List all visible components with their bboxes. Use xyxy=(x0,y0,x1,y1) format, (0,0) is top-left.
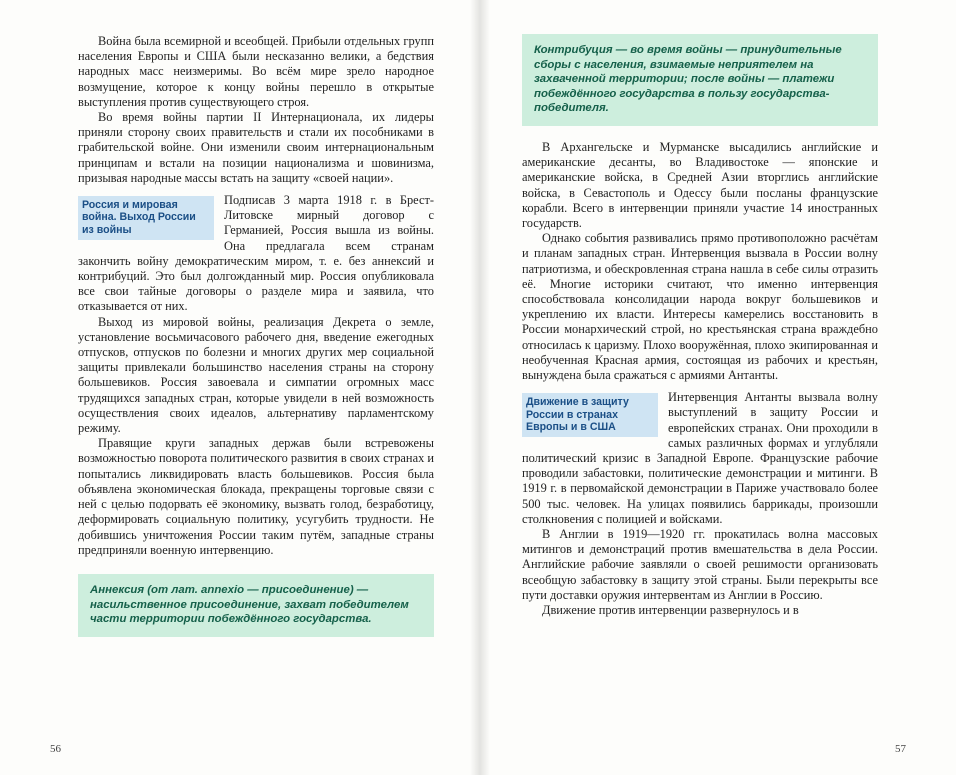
side-heading-russia-world-war: Россия и мировая война. Выход России из войны xyxy=(78,196,214,240)
paragraph: Война была всемирной и всеобщей. Прибыли отдельных групп населения Европы и США были несказанно велики, а бедствия народных масс неизмеримы. Во всём мире зрело народное возмущение, которое к концу войны перешло в открытые выступления против существующего строя. xyxy=(78,34,434,109)
definition-box-contribution: Контрибуция — во время войны — принудительные сборы с населения, взимаемые неприятелем на захваченной территории; после войны — платежи побеждённого государства в пользу государства-победителя. xyxy=(522,34,878,126)
side-heading-movement-in-defense: Движение в защиту России в странах Европы и в США xyxy=(522,393,658,437)
page-number-right: 57 xyxy=(895,743,906,755)
page-number-left: 56 xyxy=(50,743,61,755)
paragraph: В Архангельске и Мурманске высадились английские и американские десанты, во Владивостоке — японские и американские войска, в Средней Азии вторглись английские войска, в Севастополь и Одессу были посланы французские корабли. Всего в интервенции приняли участие 14 иностранных государств. xyxy=(522,139,878,230)
paragraph: Однако события развивались прямо противоположно расчётам и планам западных стран. Интервенция вызвала в России волну патриотизма, и обескровленная страна нашла в себе силы отразить её. Многие историки считают, что именно интервенция способствовала консолидации народа вокруг большевиков и укреплению их власти. Интересы камерелись восстановить в России монархический строй, но крестьянская страна враждебно относилась к царизму. Плохо вооружённая, плохо экипированная и необученная Красная армия, состоящая из рабочих и крестьян, вынуждена была сражаться с армиями Антанты. xyxy=(522,231,878,383)
left-column xyxy=(78,34,434,637)
paragraph: Выход из мировой войны, реализация Декрета о земле, установление восьмичасового рабочего дня, введение ежегодных отпусков, отпусков по болезни и многих других мер социальной защиты привлекали большинство населения страны на сторону большевиков. Россия завоевала и симпатии огромных масс трудящихся западных стран, которые увидели в ней возможность осуществления своих идеалов, альтернативу парламентскому режиму. xyxy=(78,314,434,436)
paragraph: Интервенция Антанты вызвала волну выступлений в защиту России и европейских странах. Они проходили в самых различных формах и углубляли политический кризис в Западной Европе. Французские рабочие проводили забастовки, политические демонстрации и митинги. В 1919 г. в первомайской демонстрации в Париже участвовало более 500 тыс. человек. На улицах появились баррикады, произошли столкновения с полицией и войсками. xyxy=(522,390,878,526)
paragraph: Во время войны партии II Интернационала, их лидеры приняли сторону своих правительств и стали их пособниками в грабительской войне. Они изменили своим интернациональным принципам и встали на позиции национализма и шовинизма, призывая народные массы встать на защиту «своей нации». xyxy=(78,110,434,185)
paragraph: В Англии в 1919—1920 гг. прокатилась волна массовых митингов и демонстраций против вмешательства в дела России. Английские рабочие заявляли о своей решимости организовать всеобщую забастовку в защиту этой страны. Были перекрыты все пути доставки оружия интервентам из Англии в Россию. xyxy=(522,527,878,602)
right-page xyxy=(478,0,956,775)
paragraph: Подписав 3 марта 1918 г. в Брест-Литовске мирный договор с Германией, Россия вышла из войны. Она предлагала всем странам закончить войну демократическим миром, т. е. без аннексий и контрибуций. Это был долгожданный мир. Россия опубликовала все свои тайные договоры о разделе мира и заявила, что отказывается от них. xyxy=(78,193,434,314)
paragraph: Движение против интервенции развернулось и в xyxy=(542,603,799,618)
right-column xyxy=(522,34,878,618)
paragraph: Правящие круги западных держав были встревожены возможностью поворота политического развития в своих странах и попытались ликвидировать власть большевиков. Россия была объявлена экономическая блокада, прекращены торговые связи с ней с целью подорвать её экономику, вызвать голод, безработицу, деформировать социальную политику, усугубить трудности. Не добившись уничтожения России таким путём, западные страны предприняли военную интервенцию. xyxy=(78,436,434,557)
definition-box-annexation: Аннексия (от лат. annexio — присоединение) — насильственное присоединение, захват победителем части территории побеждённого государства. xyxy=(78,574,434,637)
